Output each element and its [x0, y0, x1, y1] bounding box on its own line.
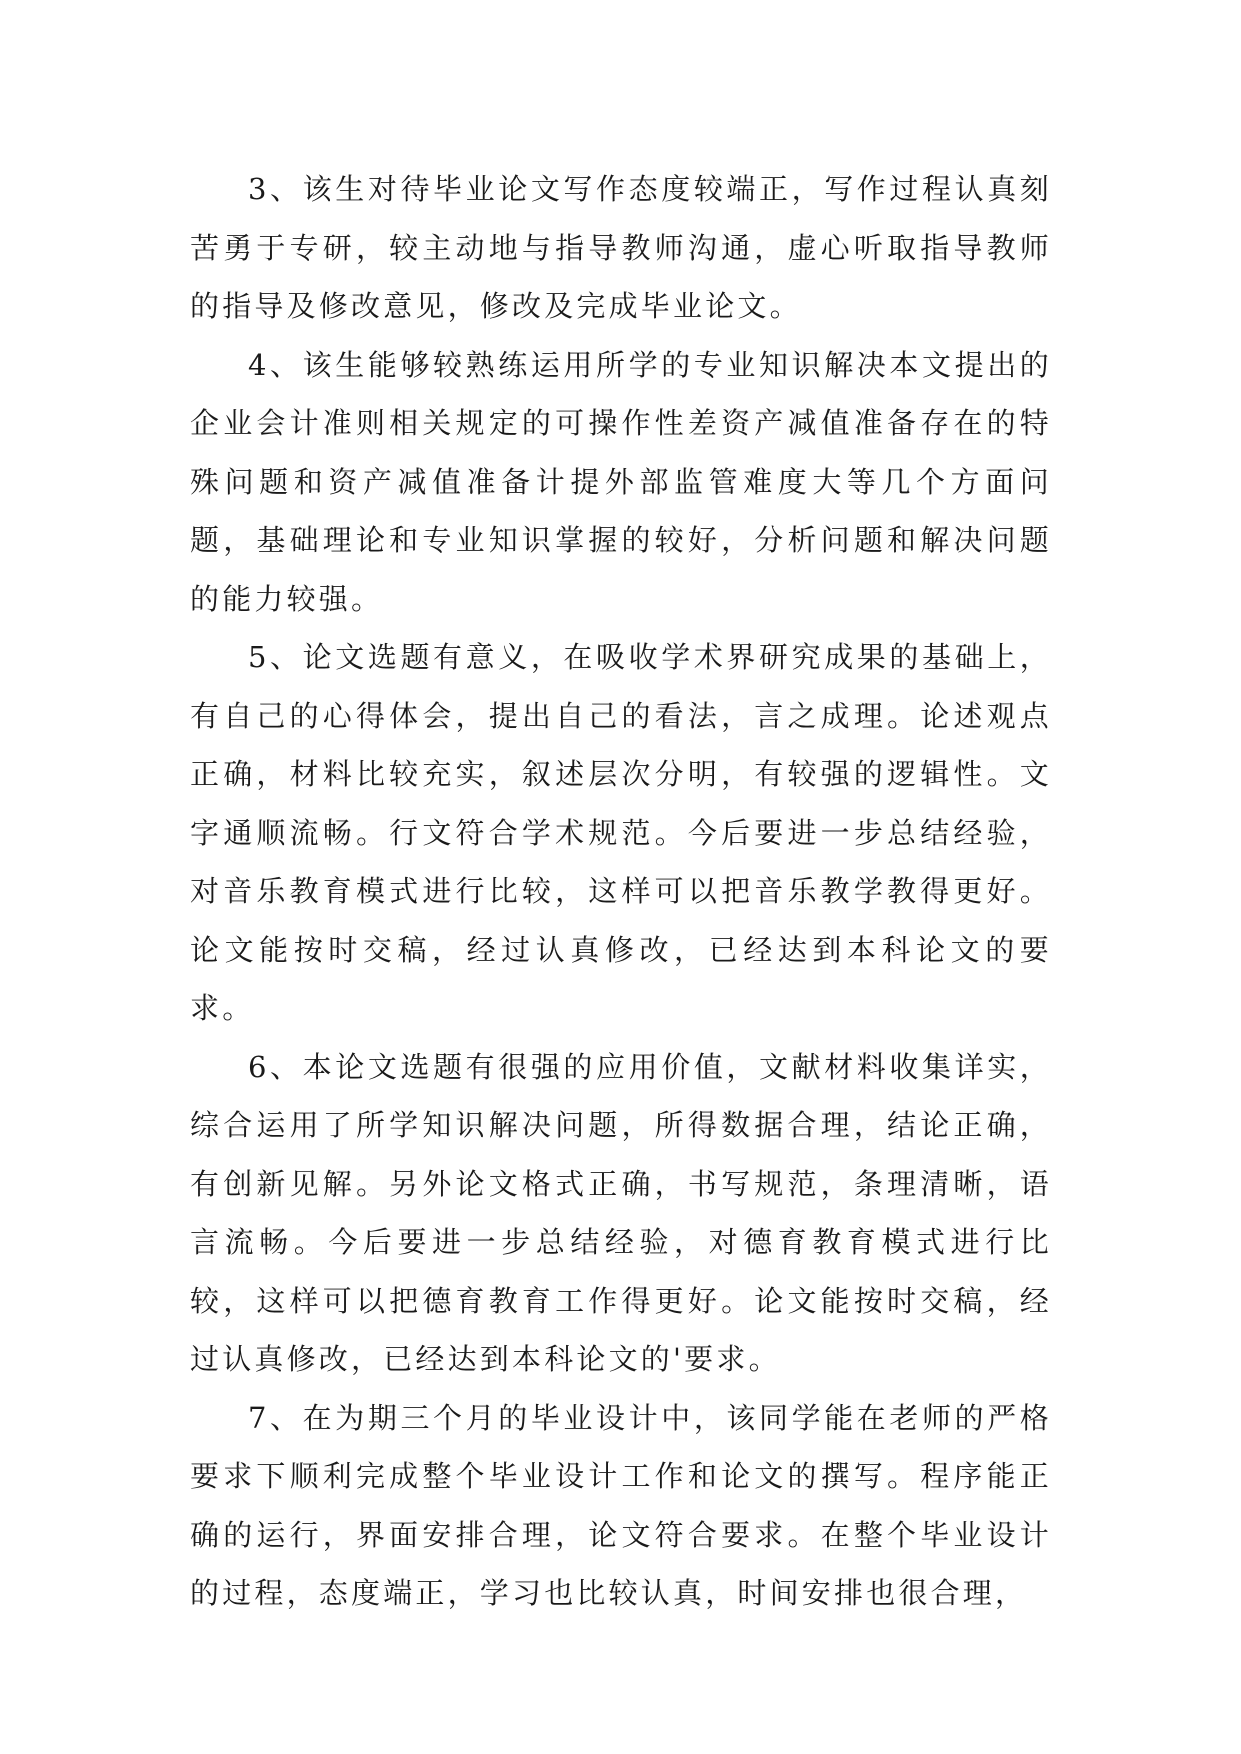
paragraph-6: 6、本论文选题有很强的应用价值，文献材料收集详实，综合运用了所学知识解决问题，所得数据合理，结论正确，有创新见解。另外论文格式正确，书写规范，条理清晰，语言流畅。今后要进一步总结经验，对德育教育模式进行比较，这样可以把德育教育工作得更好。论文能按时交稿，经过认真修改，已经达到本科论文的'要求。 [190, 1049, 1052, 1376]
document-body [190, 160, 1052, 1623]
paragraph-5: 5、论文选题有意义，在吸收学术界研究成果的基础上，有自己的心得体会，提出自己的看法，言之成理。论述观点正确，材料比较充实，叙述层次分明，有较强的逻辑性。文字通顺流畅。行文符合学术规范。今后要进一步总结经验，对音乐教育模式进行比较，这样可以把音乐教学教得更好。论文能按时交稿，经过认真修改，已经达到本科论文的要求。 [190, 640, 1052, 1025]
paragraph-3: 3、该生对待毕业论文写作态度较端正，写作过程认真刻苦勇于专研，较主动地与指导教师沟通，虚心听取指导教师的指导及修改意见，修改及完成毕业论文。 [190, 172, 1052, 323]
paragraph-4: 4、该生能够较熟练运用所学的专业知识解决本文提出的企业会计准则相关规定的可操作性差资产减值准备存在的特殊问题和资产减值准备计提外部监管难度大等几个方面问题，基础理论和专业知识掌握的较好，分析问题和解决问题的能力较强。 [190, 347, 1052, 616]
paragraph-7: 7、在为期三个月的毕业设计中，该同学能在老师的严格要求下顺利完成整个毕业设计工作和论文的撰写。程序能正确的运行，界面安排合理，论文符合要求。在整个毕业设计的过程，态度端正，学习也比较认真，时间安排也很合理， [190, 1400, 1052, 1610]
